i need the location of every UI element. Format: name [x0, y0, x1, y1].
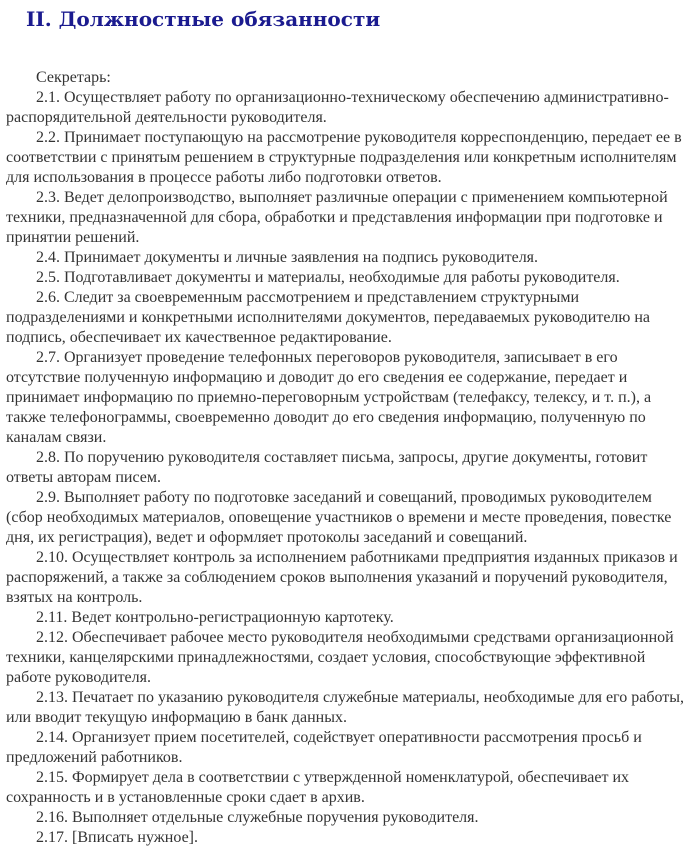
paragraph-2-12: 2.12. Обеспечивает рабочее место руководителя необходимыми средствами организационной техники, канцелярскими принадлежностями, создает условия, способствующие эффективной работе руководителя.	[6, 629, 674, 686]
paragraph-2-4: 2.4. Принимает документы и личные заявления на подпись руководителя.	[36, 249, 539, 266]
paragraph-2-15: 2.15. Формирует дела в соответствии с утвержденной номенклатурой, обеспечивает их сохранность и в установленные сроки сдает в архив.	[6, 769, 630, 806]
paragraph-2-13: 2.13. Печатает по указанию руководителя служебные материалы, необходимые для его работы, или вводит текущую информацию в банк данных.	[6, 689, 684, 726]
paragraph-2-5: 2.5. Подготавливает документы и материалы, необходимые для работы руководителя.	[36, 269, 620, 286]
paragraph-2-16: 2.16. Выполняет отдельные служебные поручения руководителя.	[36, 809, 479, 826]
paragraph-2-14: 2.14. Организует прием посетителей, содействует оперативности рассмотрения просьб и предложений работников.	[6, 729, 642, 766]
intro-line: Секретарь:	[36, 69, 111, 86]
paragraph-2-8: 2.8. По поручению руководителя составляет письма, запросы, другие документы, готовит ответы авторам писем.	[6, 449, 648, 486]
paragraph-2-1: 2.1. Осуществляет работу по организационно-техническому обеспечению административно-распорядительной деятельности руководителя.	[6, 89, 669, 126]
paragraph-2-9: 2.9. Выполняет работу по подготовке заседаний и совещаний, проводимых руководителем (сбор необходимых материалов, оповещение участников о времени и месте проведения, повестке дня, их регистрация), ведет и оформляет протоколы заседаний и совещаний.	[6, 489, 672, 546]
paragraph-2-11: 2.11. Ведет контрольно-регистрационную картотеку.	[36, 609, 394, 626]
paragraph-2-3: 2.3. Ведет делопроизводство, выполняет различные операции с применением компьютерной техники, предназначенной для сбора, обработки и представления информации при подготовке и принятии решений.	[6, 189, 668, 246]
section-title: II. Должностные обязанности	[26, 7, 381, 31]
paragraph-2-2: 2.2. Принимает поступающую на рассмотрение руководителя корреспонденцию, передает ее в соответствии с принятым решением в структурные подразделения или конкретным исполнителям для использования в процессе работы либо подготовки ответов.	[6, 129, 682, 186]
paragraph-2-7: 2.7. Организует проведение телефонных переговоров руководителя, записывает в его отсутствие полученную информацию и доводит до его сведения ее содержание, передает и принимает информацию по приемно-переговорным устройствам (телефаксу, телексу, и т. п.), а также телефонограммы, своевременно доводит до его сведения информацию, полученную по каналам связи.	[6, 349, 652, 446]
paragraph-2-6: 2.6. Следит за своевременным рассмотрением и представлением структурными подразделениями и конкретными исполнителями документов, передаваемых руководителю на подпись, обеспечивает их качественное редактирование.	[6, 289, 651, 346]
document-body	[6, 68, 688, 848]
paragraph-2-10: 2.10. Осуществляет контроль за исполнением работниками предприятия изданных приказов и распоряжений, а также за соблюдением сроков выполнения указаний и поручений руководителя, взятых на контроль.	[6, 549, 678, 606]
paragraph-2-17: 2.17. [Вписать нужное].	[36, 829, 198, 846]
